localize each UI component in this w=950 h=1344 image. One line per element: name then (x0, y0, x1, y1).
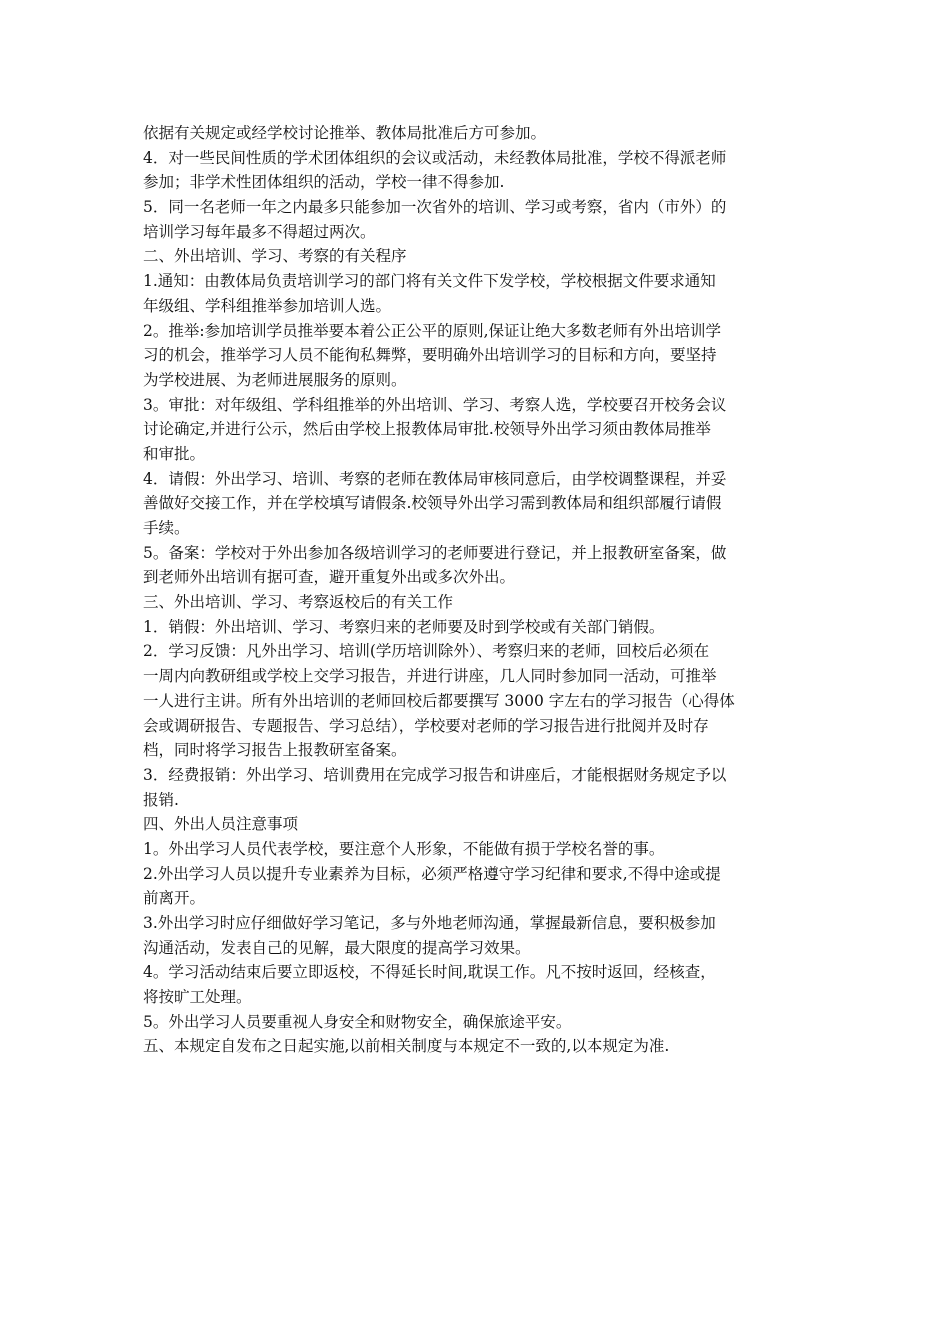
text-line: 会或调研报告、专题报告、学习总结），学校要对老师的学习报告进行批阅并及时存 (143, 716, 709, 735)
text-line: 到老师外出培训有据可查，避开重复外出或多次外出。 (143, 568, 516, 587)
text-line: 参加；非学术性团体组织的活动，学校一律不得参加. (143, 173, 505, 192)
text-line: 5。备案：学校对于外出参加各级培训学习的老师要进行登记，并上报教研室备案，做 (143, 543, 727, 562)
text-line: 1.通知：由教体局负责培训学习的部门将有关文件下发学校，学校根据文件要求通知 (143, 272, 716, 291)
text-line: 档，同时将学习报告上报教研室备案。 (143, 741, 407, 760)
section-heading: 二、外出培训、学习、考察的有关程序 (143, 247, 407, 266)
text-line: 报销. (143, 790, 179, 809)
text-line: 4．对一些民间性质的学术团体组织的会议或活动，未经教体局批准，学校不得派老师 (143, 148, 727, 167)
text-line: 讨论确定,并进行公示，然后由学校上报教体局审批.校领导外出学习须由教体局推举 (143, 420, 711, 439)
text-line: 前离开。 (143, 889, 206, 908)
section-heading: 五、本规定自发布之日起实施,以前相关制度与本规定不一致的,以本规定为准. (143, 1037, 670, 1056)
text-line: 2.外出学习人员以提升专业素养为目标，必须严格遵守学习纪律和要求,不得中途或提 (143, 864, 721, 883)
text-line: 一周内向教研组或学校上交学习报告，并进行讲座，几人同时参加同一活动，可推举 (143, 667, 717, 686)
text-line: 4．请假：外出学习、培训、考察的老师在教体局审核同意后，由学校调整课程，并妥 (143, 469, 727, 488)
text-line: 沟通活动，发表自己的见解，最大限度的提高学习效果。 (143, 938, 531, 957)
document-body (143, 121, 807, 1059)
text-line: 1．销假：外出培训、学习、考察归来的老师要及时到学校或有关部门销假。 (143, 617, 665, 636)
text-line: 2。推举:参加培训学员推举要本着公正公平的原则,保证让绝大多数老师有外出培训学 (143, 321, 722, 340)
text-line: 善做好交接工作，并在学校填写请假条.校领导外出学习需到教体局和组织部履行请假 (143, 494, 722, 513)
text-line: 年级组、学科组推举参加培训人选。 (143, 296, 392, 315)
text-line: 1。外出学习人员代表学校，要注意个人形象，不能做有损于学校名誉的事。 (143, 839, 665, 858)
text-line: 和审批。 (143, 444, 206, 463)
text-line: 培训学习每年最多不得超过两次。 (143, 222, 376, 241)
section-heading: 三、外出培训、学习、考察返校后的有关工作 (143, 593, 454, 612)
text-line: 3.外出学习时应仔细做好学习笔记，多与外地老师沟通，掌握最新信息，要积极参加 (143, 914, 716, 932)
text-line: 将按旷工处理。 (143, 988, 252, 1007)
text-line: 为学校进展、为老师进展服务的原则。 (143, 370, 407, 389)
text-line: 2．学习反馈：凡外出学习、培训(学历培训除外）、考察归来的老师，回校后必须在 (143, 642, 710, 661)
text-line: 4。学习活动结束后要立即返校，不得延长时间,耽误工作。凡不按时返回，经核查， (143, 963, 716, 982)
text-line: 手续。 (143, 519, 190, 537)
section-heading: 四、外出人员注意事项 (143, 815, 299, 834)
text-line: 5．同一名老师一年之内最多只能参加一次省外的培训、学习或考察，省内（市外）的 (143, 198, 727, 217)
text-line: 5。外出学习人员要重视人身安全和财物安全，确保旅途平安。 (143, 1012, 572, 1031)
text-line: 一人进行主讲。所有外出培训的老师回校后都要撰写 3000 字左右的学习报告（心得体 (143, 691, 735, 710)
text-line: 习的机会，推举学习人员不能徇私舞弊，要明确外出培训学习的目标和方向，要坚持 (143, 346, 717, 365)
text-line: 3．经费报销：外出学习、培训费用在完成学习报告和讲座后，才能根据财务规定予以 (143, 765, 727, 784)
text-line: 依据有关规定或经学校讨论推举、教体局批准后方可参加。 (143, 124, 547, 142)
text-line: 3。审批：对年级组、学科组推举的外出培训、学习、考察人选，学校要召开校务会议 (143, 395, 727, 414)
